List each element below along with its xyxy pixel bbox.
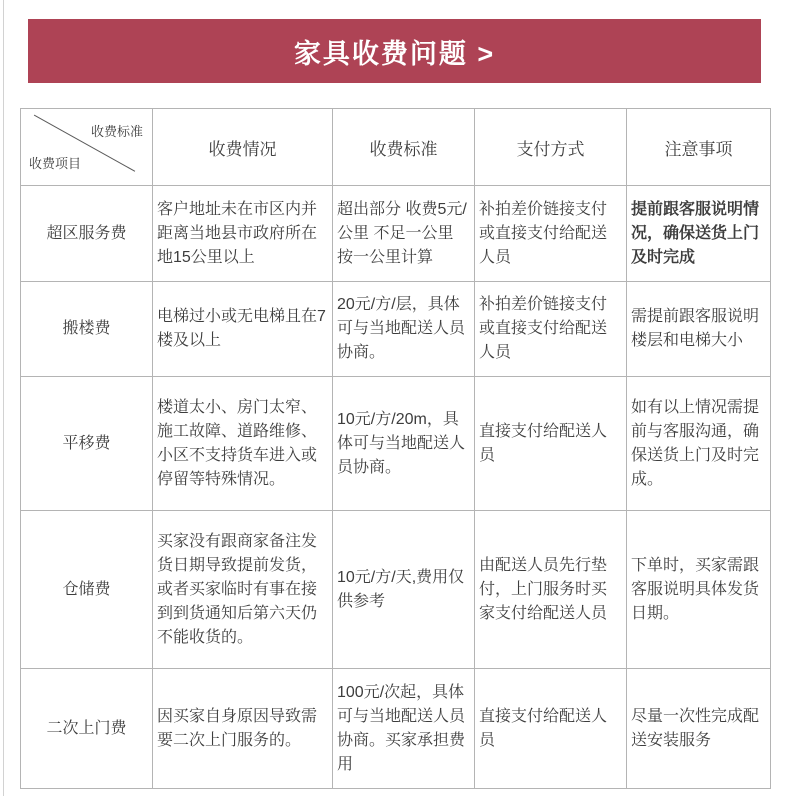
corner-label-charge-item: 收费项目 xyxy=(29,156,82,171)
cell-standard: 超出部分 收费5元/公里 不足一公里按一公里计算 xyxy=(333,186,475,282)
cell-notes: 提前跟客服说明情况，确保送货上门及时完成 xyxy=(627,186,771,282)
cell-notes: 下单时，买家需跟客服说明具体发货日期。 xyxy=(627,511,771,669)
cell-payment: 补拍差价链接支付或直接支付给配送人员 xyxy=(475,186,627,282)
cell-payment: 补拍差价链接支付或直接支付给配送人员 xyxy=(475,282,627,377)
cell-payment: 直接支付给配送人员 xyxy=(475,669,627,789)
cell-payment: 由配送人员先行垫付，上门服务时买家支付给配送人员 xyxy=(475,511,627,669)
table-row xyxy=(21,282,771,377)
cell-situation: 楼道太小、房门太窄、施工故障、道路维修、小区不支持货车进入或停留等特殊情况。 xyxy=(153,377,333,511)
table-row xyxy=(21,377,771,511)
cell-notes: 尽量一次性完成配送安装服务 xyxy=(627,669,771,789)
table-row xyxy=(21,511,771,669)
column-header-situation: 收费情况 xyxy=(153,109,333,186)
cell-payment: 直接支付给配送人员 xyxy=(475,377,627,511)
fee-table xyxy=(20,108,771,789)
column-header-notes: 注意事项 xyxy=(627,109,771,186)
corner-label-charge-standard: 收费标准 xyxy=(90,124,143,139)
cell-notes: 需提前跟客服说明楼层和电梯大小 xyxy=(627,282,771,377)
column-header-payment: 支付方式 xyxy=(475,109,627,186)
corner-header-cell xyxy=(21,109,153,186)
cell-item: 仓储费 xyxy=(21,511,153,669)
cell-item: 平移费 xyxy=(21,377,153,511)
cell-situation: 买家没有跟商家备注发货日期导致提前发货，或者买家临时有事在接到到货通知后第六天仍不能收货的。 xyxy=(153,511,333,669)
cell-item: 二次上门费 xyxy=(21,669,153,789)
cell-situation: 电梯过小或无电梯且在7楼及以上 xyxy=(153,282,333,377)
header-row xyxy=(21,109,771,186)
table-row xyxy=(21,186,771,282)
cell-item: 超区服务费 xyxy=(21,186,153,282)
cell-standard: 20元/方/层，具体可与当地配送人员协商。 xyxy=(333,282,475,377)
table-row xyxy=(21,669,771,789)
cell-notes: 如有以上情况需提前与客服沟通，确保送货上门及时完成。 xyxy=(627,377,771,511)
cell-standard: 100元/次起，具体可与当地配送人员协商。买家承担费用 xyxy=(333,669,475,789)
column-header-standard: 收费标准 xyxy=(333,109,475,186)
cell-standard: 10元/方/天,费用仅供参考 xyxy=(333,511,475,669)
page-left-border xyxy=(3,0,4,796)
cell-item: 搬楼费 xyxy=(21,282,153,377)
cell-standard: 10元/方/20m，具体可与当地配送人员协商。 xyxy=(333,377,475,511)
cell-situation: 因买家自身原因导致需要二次上门服务的。 xyxy=(153,669,333,789)
cell-situation: 客户地址未在市区内并距离当地县市政府所在地15公里以上 xyxy=(153,186,333,282)
banner-title-link[interactable]: 家具收费问题 > xyxy=(28,19,761,83)
